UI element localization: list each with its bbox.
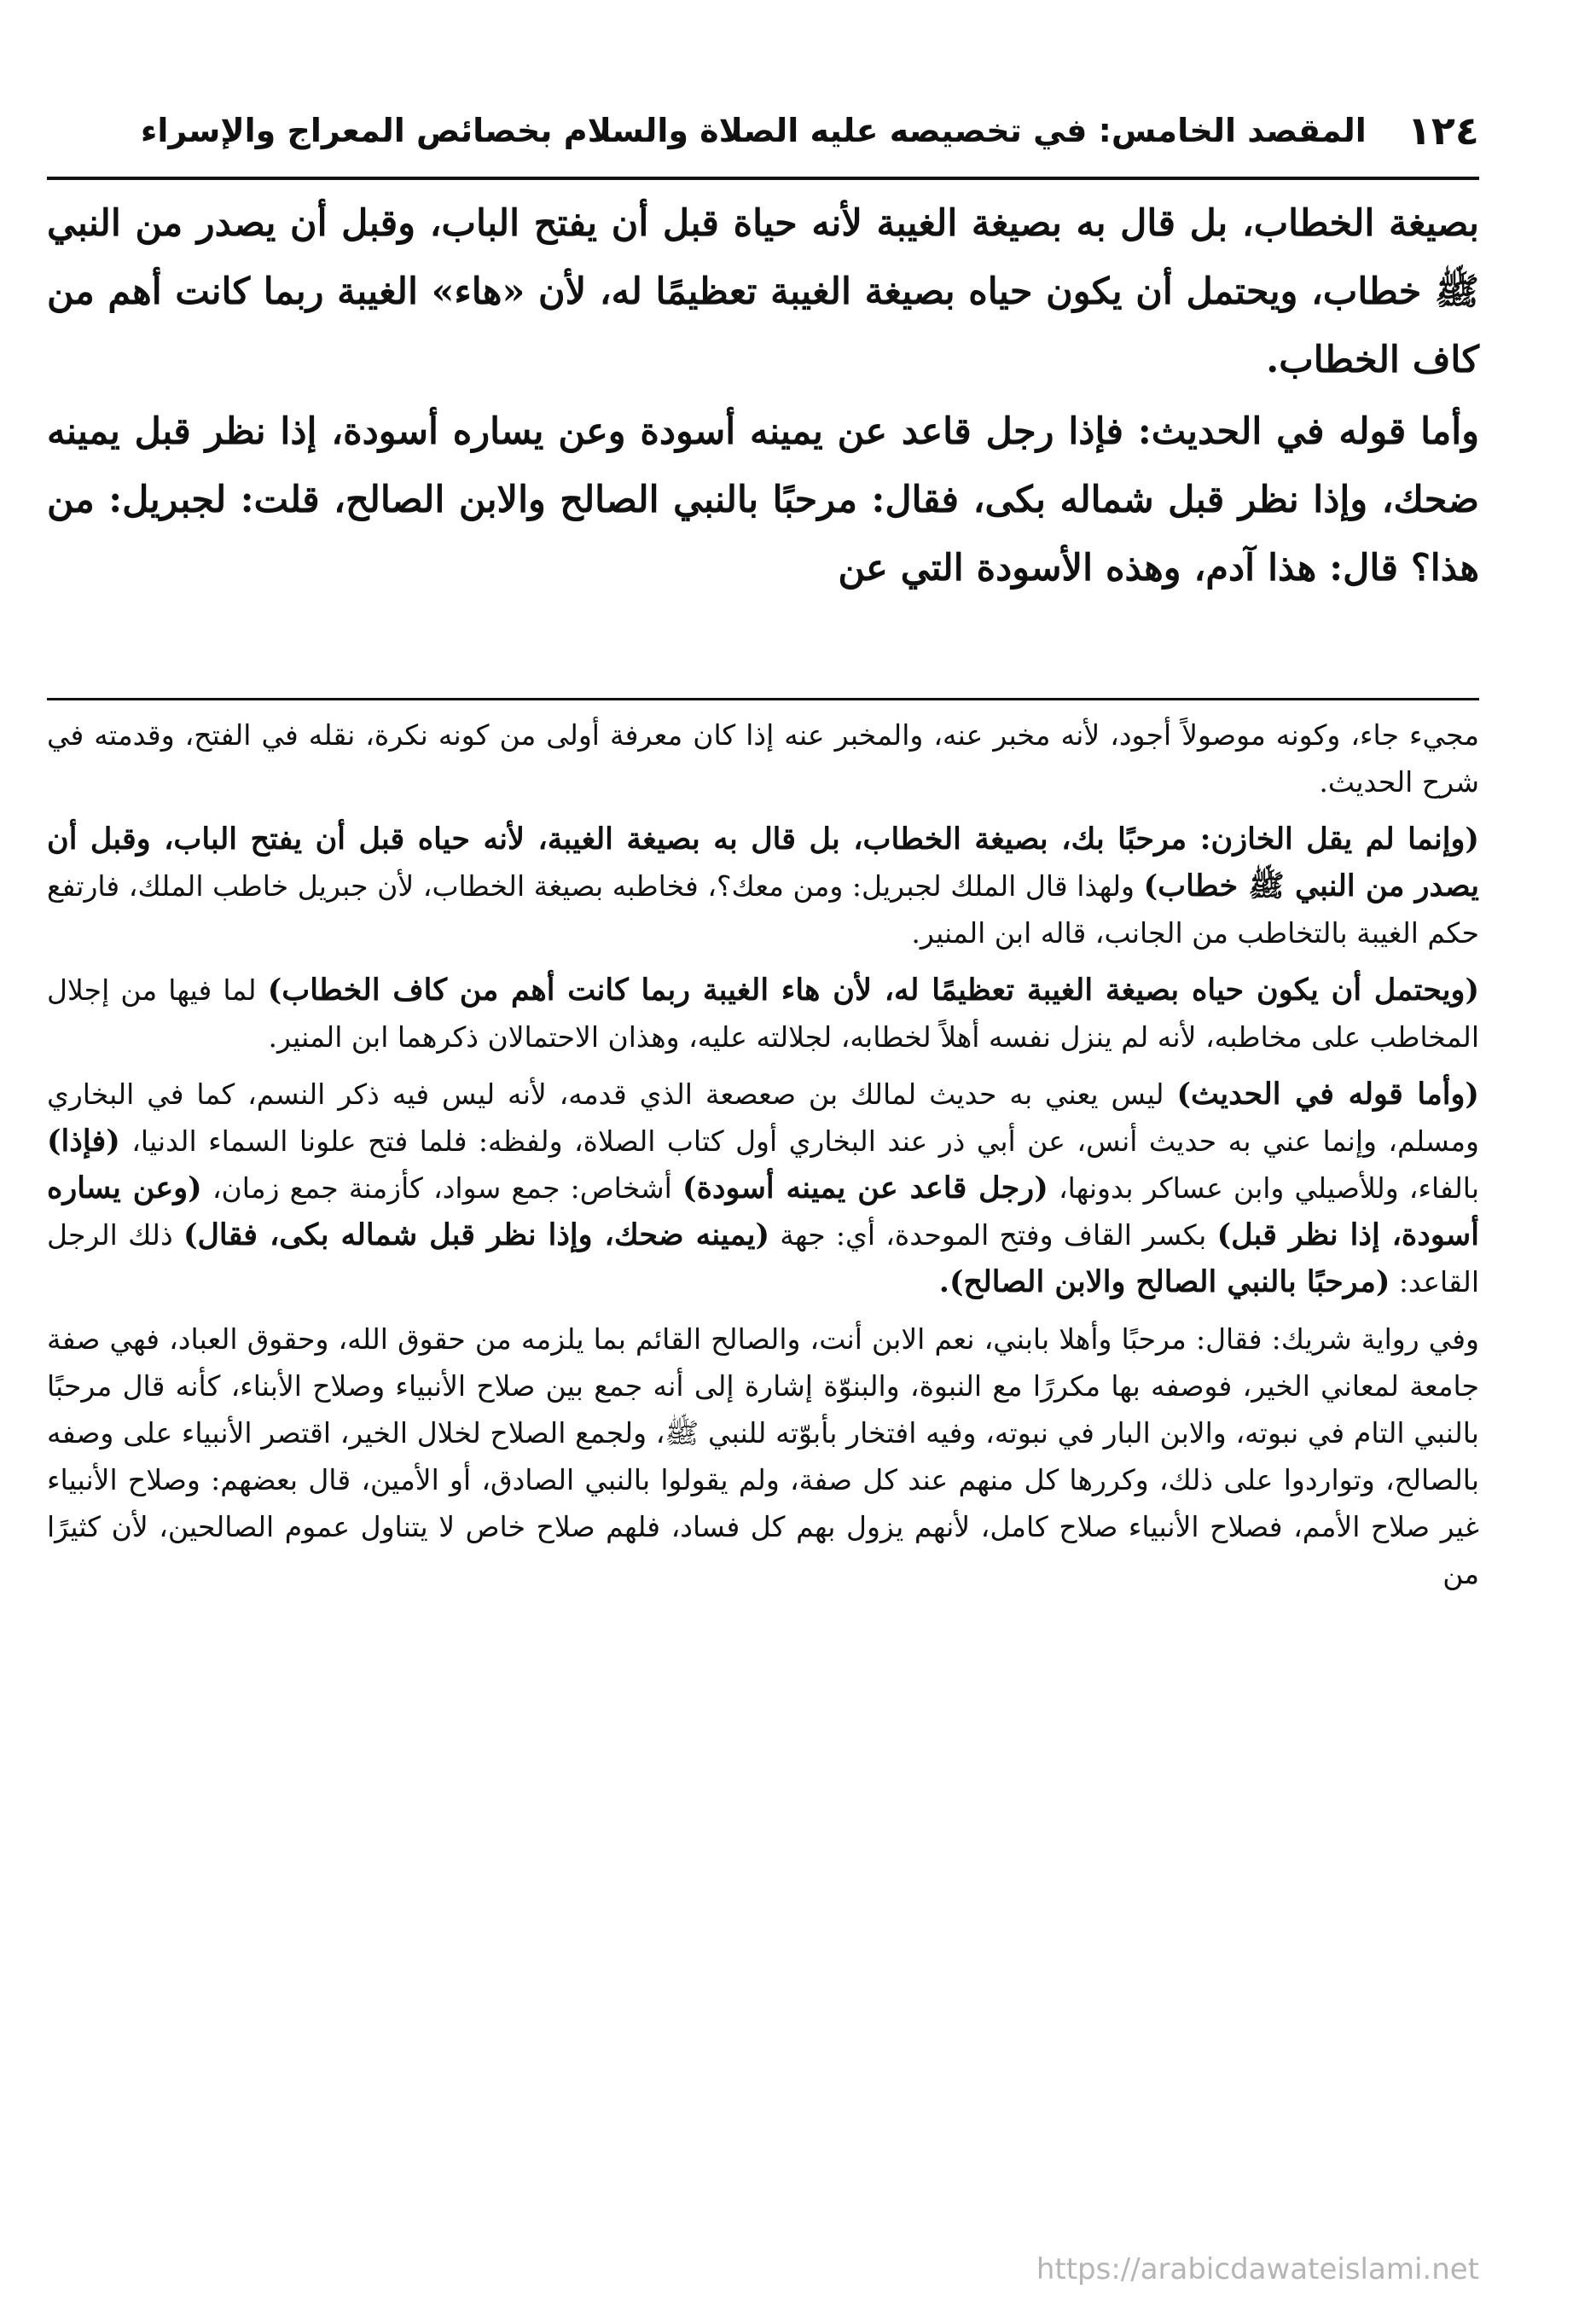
footnote-quote: (يمينه ضحك، وإذا نظر قبل شماله بكى، فقال) — [183, 1217, 770, 1252]
footnote-text: بكسر القاف وفتح الموحدة، أي: جهة — [769, 1218, 1217, 1252]
footnote-text: ليس يعني به حديث لمالك بن صعصعة الذي قدمه، لأنه ليس فيه ذكر النسم، كما في البخاري ومسلم، وإنما عني به حديث أنس، عن أبي ذر عند البخاري أول كتاب الصلاة، ولفظه: فلما فتح علونا السماء الدنيا، — [47, 1078, 1479, 1158]
footnote-quote: (وعن يساره أسودة، إذا نظر قبل) — [47, 1171, 1479, 1252]
footnote-quote: (ويحتمل أن يكون حياه بصيغة الغيبة تعظيمًا له، لأن هاء الغيبة ربما كانت أهم من كاف الخطاب) — [267, 973, 1479, 1008]
footnote-paragraph-3 — [47, 967, 1479, 1060]
footnote-quote: (وإنما لم يقل الخازن: مرحبًا بك، بصيغة الخطاب، بل قال به بصيغة الغيبة، لأنه حياه قبل أن يفتح الباب، وقبل أن يصدر من النبي ﷺ خطاب) — [47, 822, 1479, 903]
main-paragraph-1: بصيغة الخطاب، بل قال به بصيغة الغيبة لأنه حياة قبل أن يفتح الباب، وقبل أن يصدر من النبي ﷺ خطاب، ويحتمل أن يكون حياه بصيغة الغيبة تعظيمًا له، لأن «هاء» الغيبة ربما كانت أهم من كاف الخطاب. — [47, 202, 1479, 381]
footnote-quote: (مرحبًا بالنبي الصالح والابن الصالح). — [938, 1264, 1390, 1299]
footnote-text: لما فيها من إجلال المخاطب على مخاطبه، لأنه لم ينزل نفسه أهلاً لخطابه، لجلالته عليه، وهذان الاحتمالان ذكرهما ابن المنير. — [47, 973, 1479, 1054]
footnote-separator — [47, 698, 1479, 700]
header-rule — [47, 177, 1479, 180]
footnote-text: وفي رواية شريك: فقال: مرحبًا وأهلا بابني، نعم الابن أنت، والصالح القائم بما يلزمه من حقوق الله، وحقوق العباد، فهي صفة جامعة لمعاني الخير، فوصفه بها مكررًا مع النبوة، والبنوّة إشارة إلى أنه جمع بين صلاح الأنبياء وصلاح الأبناء، كأنه قال مرحبًا بالنبي التام في نبوته، والابن البار في نبوته، وفيه افتخار بأبوّته للنبي ﷺ، ولجمع الصلاح لخلال الخير، اقتصر الأنبياء على وصفه بالصالح، وتواردوا على ذلك، وكررها كل منهم عند كل صفة، ولم يقولوا بالنبي الصادق، أو الأمين، قال بعضهم: وصلاح الأنبياء غير صلاح الأمم، فصلاح الأنبياء صلاح كامل، لأنهم يزول بهم كل فساد، فلهم صلاح خاص لا يتناول عموم الصالحين، لأن كثيرًا من — [47, 1322, 1479, 1590]
footnotes — [47, 712, 1479, 1607]
page-header — [47, 101, 1479, 160]
footnote-paragraph-1 — [47, 712, 1479, 805]
footnote-paragraph-5 — [47, 1316, 1479, 1597]
footnote-text: ولهذا قال الملك لجبريل: ومن معك؟، فخاطبه بصيغة الخطاب، لأن جبريل خاطب الملك، فارتفع حكم الغيبة بالتخاطب من الجانب، قاله ابن المنير. — [47, 869, 1479, 950]
footnote-quote: (فإذا) — [47, 1124, 120, 1159]
page-number: ١٢٤ — [1407, 107, 1479, 154]
footnote-text: مجيء جاء، وكونه موصولاً أجود، لأنه مخبر عنه، والمخبر عنه إذا كان معرفة أولى من كونه نكرة، نقله في الفتح، وقدمته في شرح الحديث. — [47, 718, 1479, 799]
main-text — [47, 189, 1479, 602]
footnote-text: أشخاص: جمع سواد، كأزمنة جمع زمان، — [201, 1171, 683, 1205]
watermark-url: https://arabicdawateislami.net — [1036, 2252, 1479, 2286]
footnote-paragraph-4 — [47, 1071, 1479, 1305]
footnote-paragraph-2 — [47, 816, 1479, 956]
running-title: المقصد الخامس: في تخصيصه عليه الصلاة والسلام بخصائص المعراج والإسراء — [140, 112, 1367, 149]
footnote-quote: (وأما قوله في الحديث) — [1176, 1077, 1479, 1112]
main-paragraph-2: وأما قوله في الحديث: فإذا رجل قاعد عن يمينه أسودة وعن يساره أسودة، إذا نظر قبل يمينه ضحك، وإذا نظر قبل شماله بكى، فقال: مرحبًا بالنبي الصالح والابن الصالح، قلت: لجبريل: من هذا؟ قال: هذا آدم، وهذه الأسودة التي عن — [47, 410, 1479, 590]
footnote-text: ذلك الرجل القاعد: — [47, 1218, 1479, 1299]
footnote-quote: (رجل قاعد عن يمينه أسودة) — [682, 1171, 1048, 1206]
footnote-text: بالفاء، وللأصيلي وابن عساكر بدونها، — [1048, 1171, 1480, 1205]
